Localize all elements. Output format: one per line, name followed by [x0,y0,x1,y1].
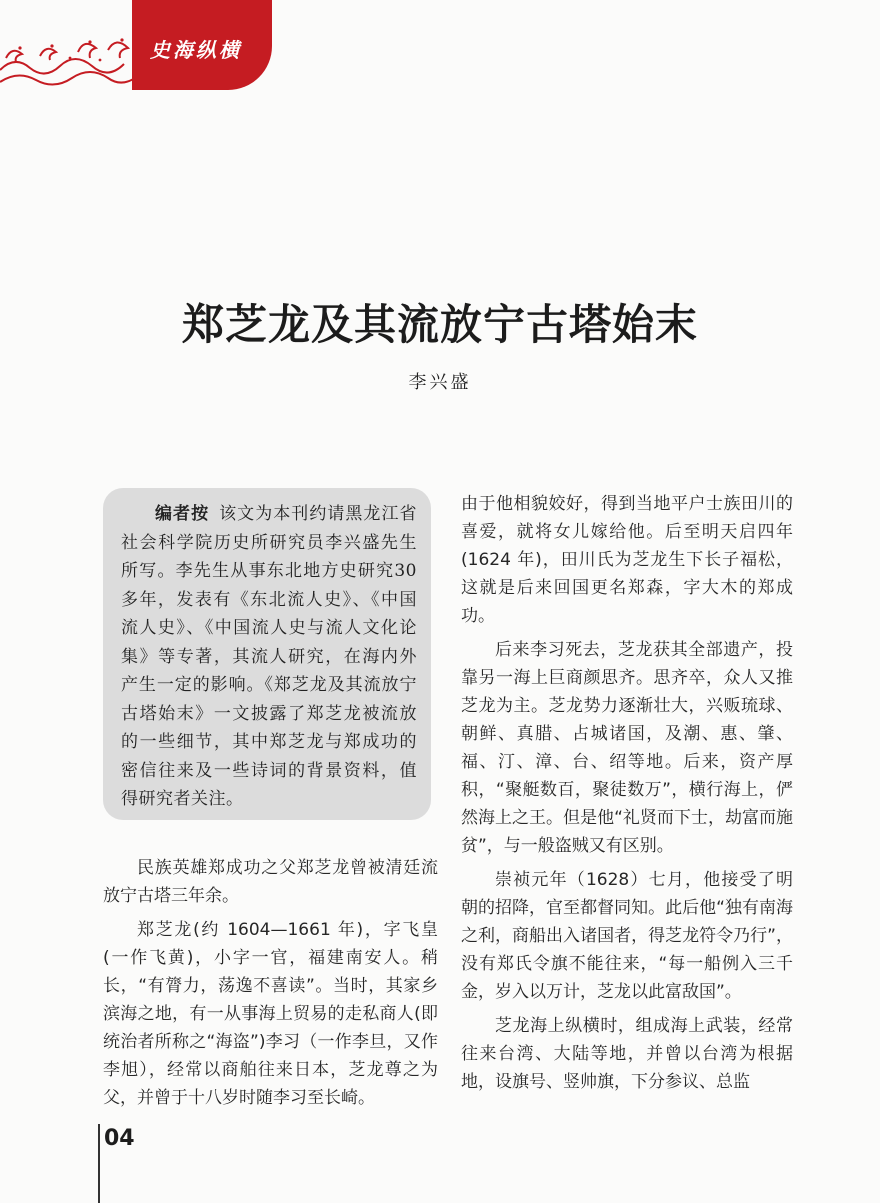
article-author: 李兴盛 [408,372,472,393]
article-title: 郑芝龙及其流放宁古塔始末 [181,300,698,349]
page-number: 04 [104,1126,135,1151]
editor-note-label: 编者按 [155,504,210,524]
body-paragraph: 郑芝龙(约 1604—1661 年)，字飞皇(一作飞黄)，小字一官，福建南安人。稍长，“有膂力，荡逸不喜读”。当时，其家乡滨海之地，有一从事海上贸易的走私商人(即统治者所称之“海盗”)李习（一作李旦，又作李旭），经常以商舶往来日本，芝龙尊之为父，并曾于十八岁时随李习至长崎。 [103,920,438,1108]
wave-decoration-icon [0,0,140,92]
body-column-left [103,854,438,1118]
body-column-right [461,490,793,1102]
section-tab [132,0,272,90]
editor-note-box [103,488,431,820]
footer-divider [98,1124,100,1203]
body-paragraph: 由于他相貌姣好，得到当地平户士族田川的喜爱，就将女儿嫁给他。后至明天启四年(1624 年)，田川氏为芝龙生下长子福松，这就是后来回国更名郑森，字大木的郑成功。 [461,494,793,626]
body-paragraph: 芝龙海上纵横时，组成海上武装，经常往来台湾、大陆等地，并曾以台湾为根据地，设旗号、竖帅旗，下分参议、总监 [461,1016,793,1092]
editor-note-paragraph [121,500,417,814]
body-paragraph: 后来李习死去，芝龙获其全部遗产，投靠另一海上巨商颜思齐。思齐卒，众人又推芝龙为主。芝龙势力逐渐壮大，兴贩琉球、朝鲜、真腊、占城诸国，及潮、惠、肇、福、汀、漳、台、绍等地。后来，资产厚积，“聚艇数百，聚徒数万”，横行海上，俨然海上之王。但是他“礼贤而下士，劫富而施贫”，与一般盗贼又有区别。 [461,640,793,856]
editor-note-text: 该文为本刊约请黑龙江省社会科学院历史所研究员李兴盛先生所写。李先生从事东北地方史研究30多年，发表有《东北流人史》、《中国流人史》、《中国流人史与流人文化论集》等专著，其流人研究，在海内外产生一定的影响。《郑芝龙及其流放宁古塔始末》一文披露了郑芝龙被流放的一些细节，其中郑芝龙与郑成功的密信往来及一些诗词的背景资料，值得研究者关注。 [121,504,418,809]
section-label: 史海纵横 [150,37,242,62]
body-paragraph: 崇祯元年（1628）七月，他接受了明朝的招降，官至都督同知。此后他“独有南海之利，商船出入诸国者，得芝龙符令乃行”，没有郑氏令旗不能往来，“每一船例入三千金，岁入以万计，芝龙以此富敌国”。 [461,870,793,1002]
body-paragraph: 民族英雄郑成功之父郑芝龙曾被清廷流放宁古塔三年余。 [103,858,438,906]
